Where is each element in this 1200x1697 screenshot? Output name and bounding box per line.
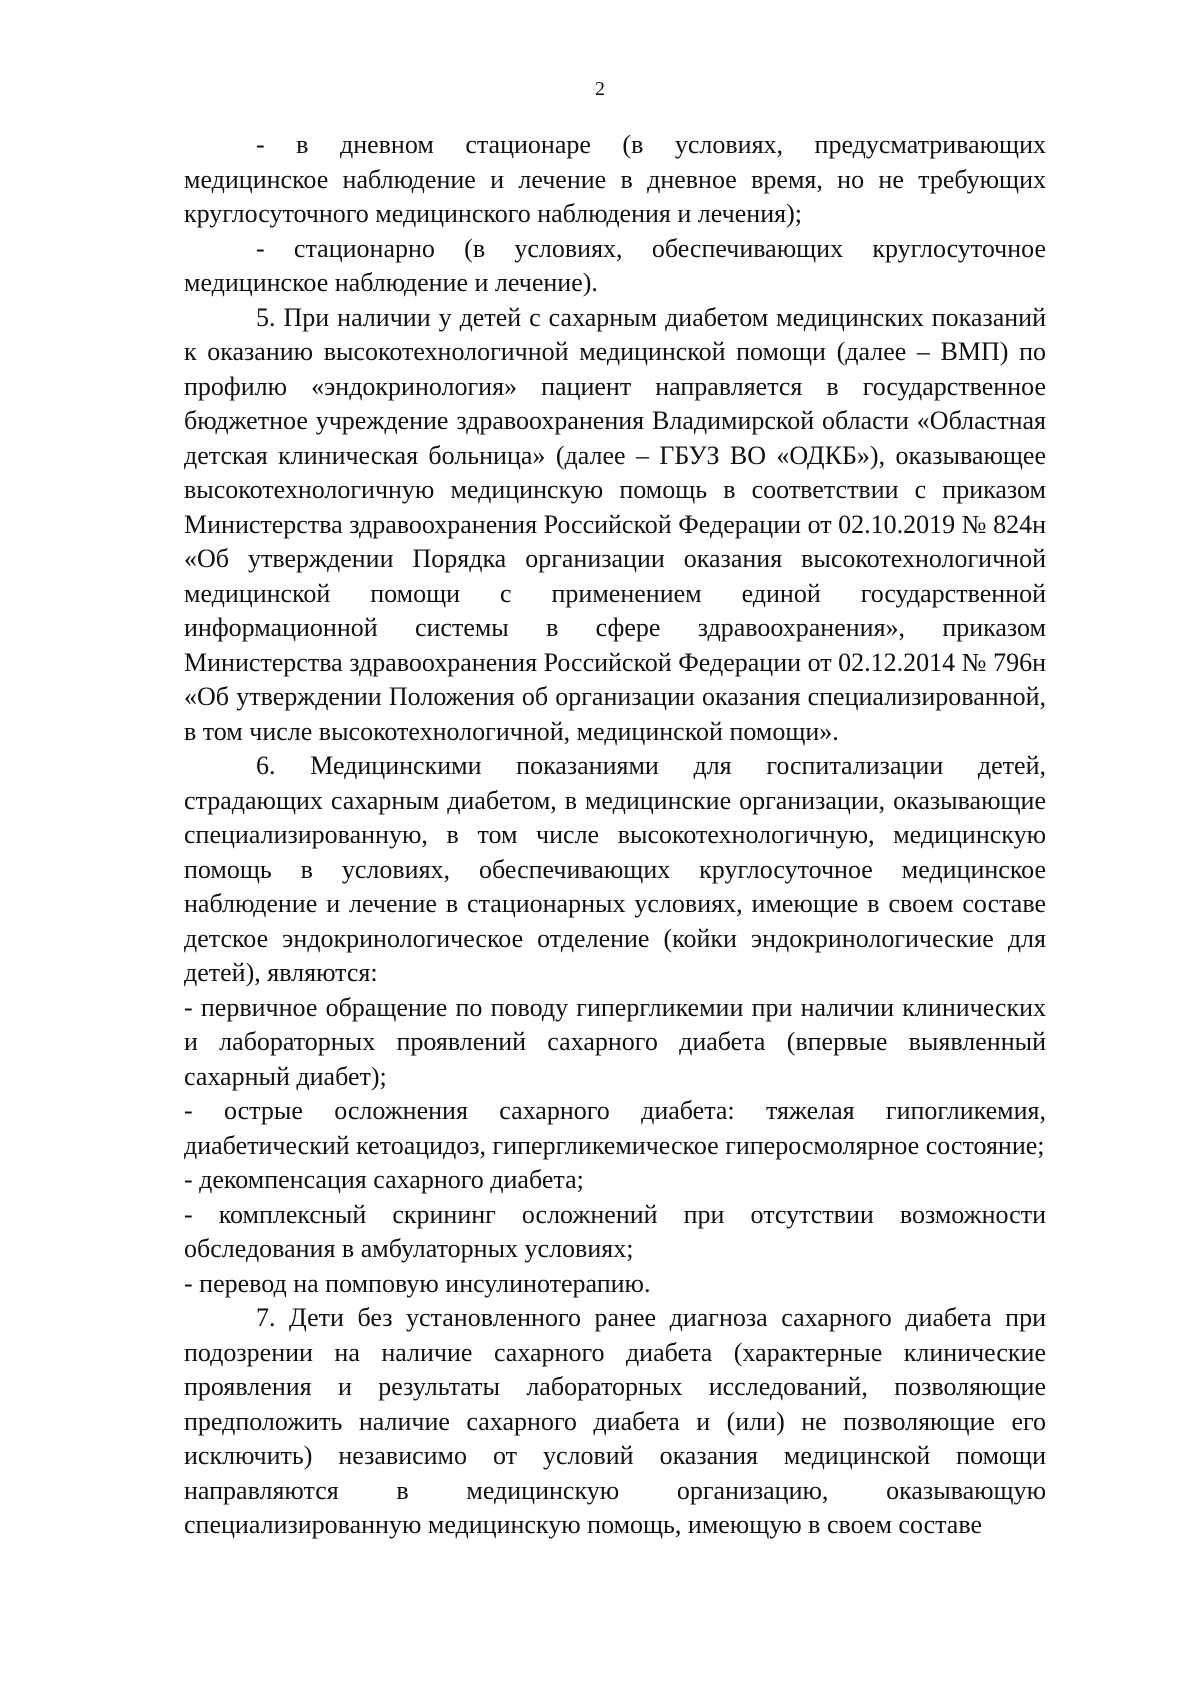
list-item-acute-complications: - острые осложнения сахарного диабета: тяжелая гипогликемия, диабетический кетоацидоз, гипергликемическое гиперосмолярное состояние;: [184, 1096, 1046, 1160]
document-body: [184, 128, 1046, 1543]
paragraph-item-7: 7. Дети без установленного ранее диагноза сахарного диабета при подозрении на наличие сахарного диабета (характерные клинические проявления и результаты лабораторных исследований, позволяющие предположить наличие сахарного диабета и (или) не позволяющие его исключить) независимо от условий оказания медицинской помощи направляются в медицинскую организацию, оказывающую специализированную медицинскую помощь, имеющую в своем составе: [184, 1303, 1046, 1539]
list-item-decompensation: - декомпенсация сахарного диабета;: [184, 1165, 584, 1194]
list-item-screening: - комплексный скрининг осложнений при отсутствии возможности обследования в амбулаторных условиях;: [184, 1199, 1046, 1263]
paragraph-inpatient: - стационарно (в условиях, обеспечивающих круглосуточное медицинское наблюдение и лечение).: [184, 233, 1046, 297]
paragraph-day-hospital: - в дневном стационаре (в условиях, предусматривающих медицинское наблюдение и лечение в дневное время, но не требующих круглосуточного медицинского наблюдения и лечения);: [184, 130, 1046, 228]
page-number: 2: [595, 78, 605, 100]
list-item-primary-visit: - первичное обращение по поводу гипергликемии при наличии клинических и лабораторных проявлений сахарного диабета (впервые выявленный сахарный диабет);: [184, 992, 1046, 1091]
paragraph-item-5: 5. При наличии у детей с сахарным диабетом медицинских показаний к оказанию высокотехнологичной медицинской помощи (далее – ВМП) по профилю «эндокринология» пациент направляется в государственное бюджетное учреждение здравоохранения Владимирской области «Областная детская клиническая больница» (далее – ГБУЗ ВО «ОДКБ»), оказывающее высокотехнологичную медицинскую помощь в соответствии с приказом Министерства здравоохранения Российской Федерации от 02.10.2019 № 824н «Об утверждении Порядка организации оказания высокотехнологичной медицинской помощи с применением единой государственной информационной системы в сфере здравоохранения», приказом Министерства здравоохранения Российской Федерации от 02.12.2014 № 796н «Об утверждении Положения об организации оказания специализированной, в том числе высокотехнологичной, медицинской помощи».: [184, 302, 1046, 746]
list-item-pump-therapy: - перевод на помповую инсулинотерапию.: [184, 1268, 651, 1298]
paragraph-item-6: 6. Медицинскими показаниями для госпитализации детей, страдающих сахарным диабетом, в медицинские организации, оказывающие специализированную, в том числе высокотехнологичную, медицинскую помощь в условиях, обеспечивающих круглосуточное медицинское наблюдение и лечение в стационарных условиях, имеющие в своем составе детское эндокринологическое отделение (койки эндокринологические для детей), являются:: [184, 751, 1046, 987]
